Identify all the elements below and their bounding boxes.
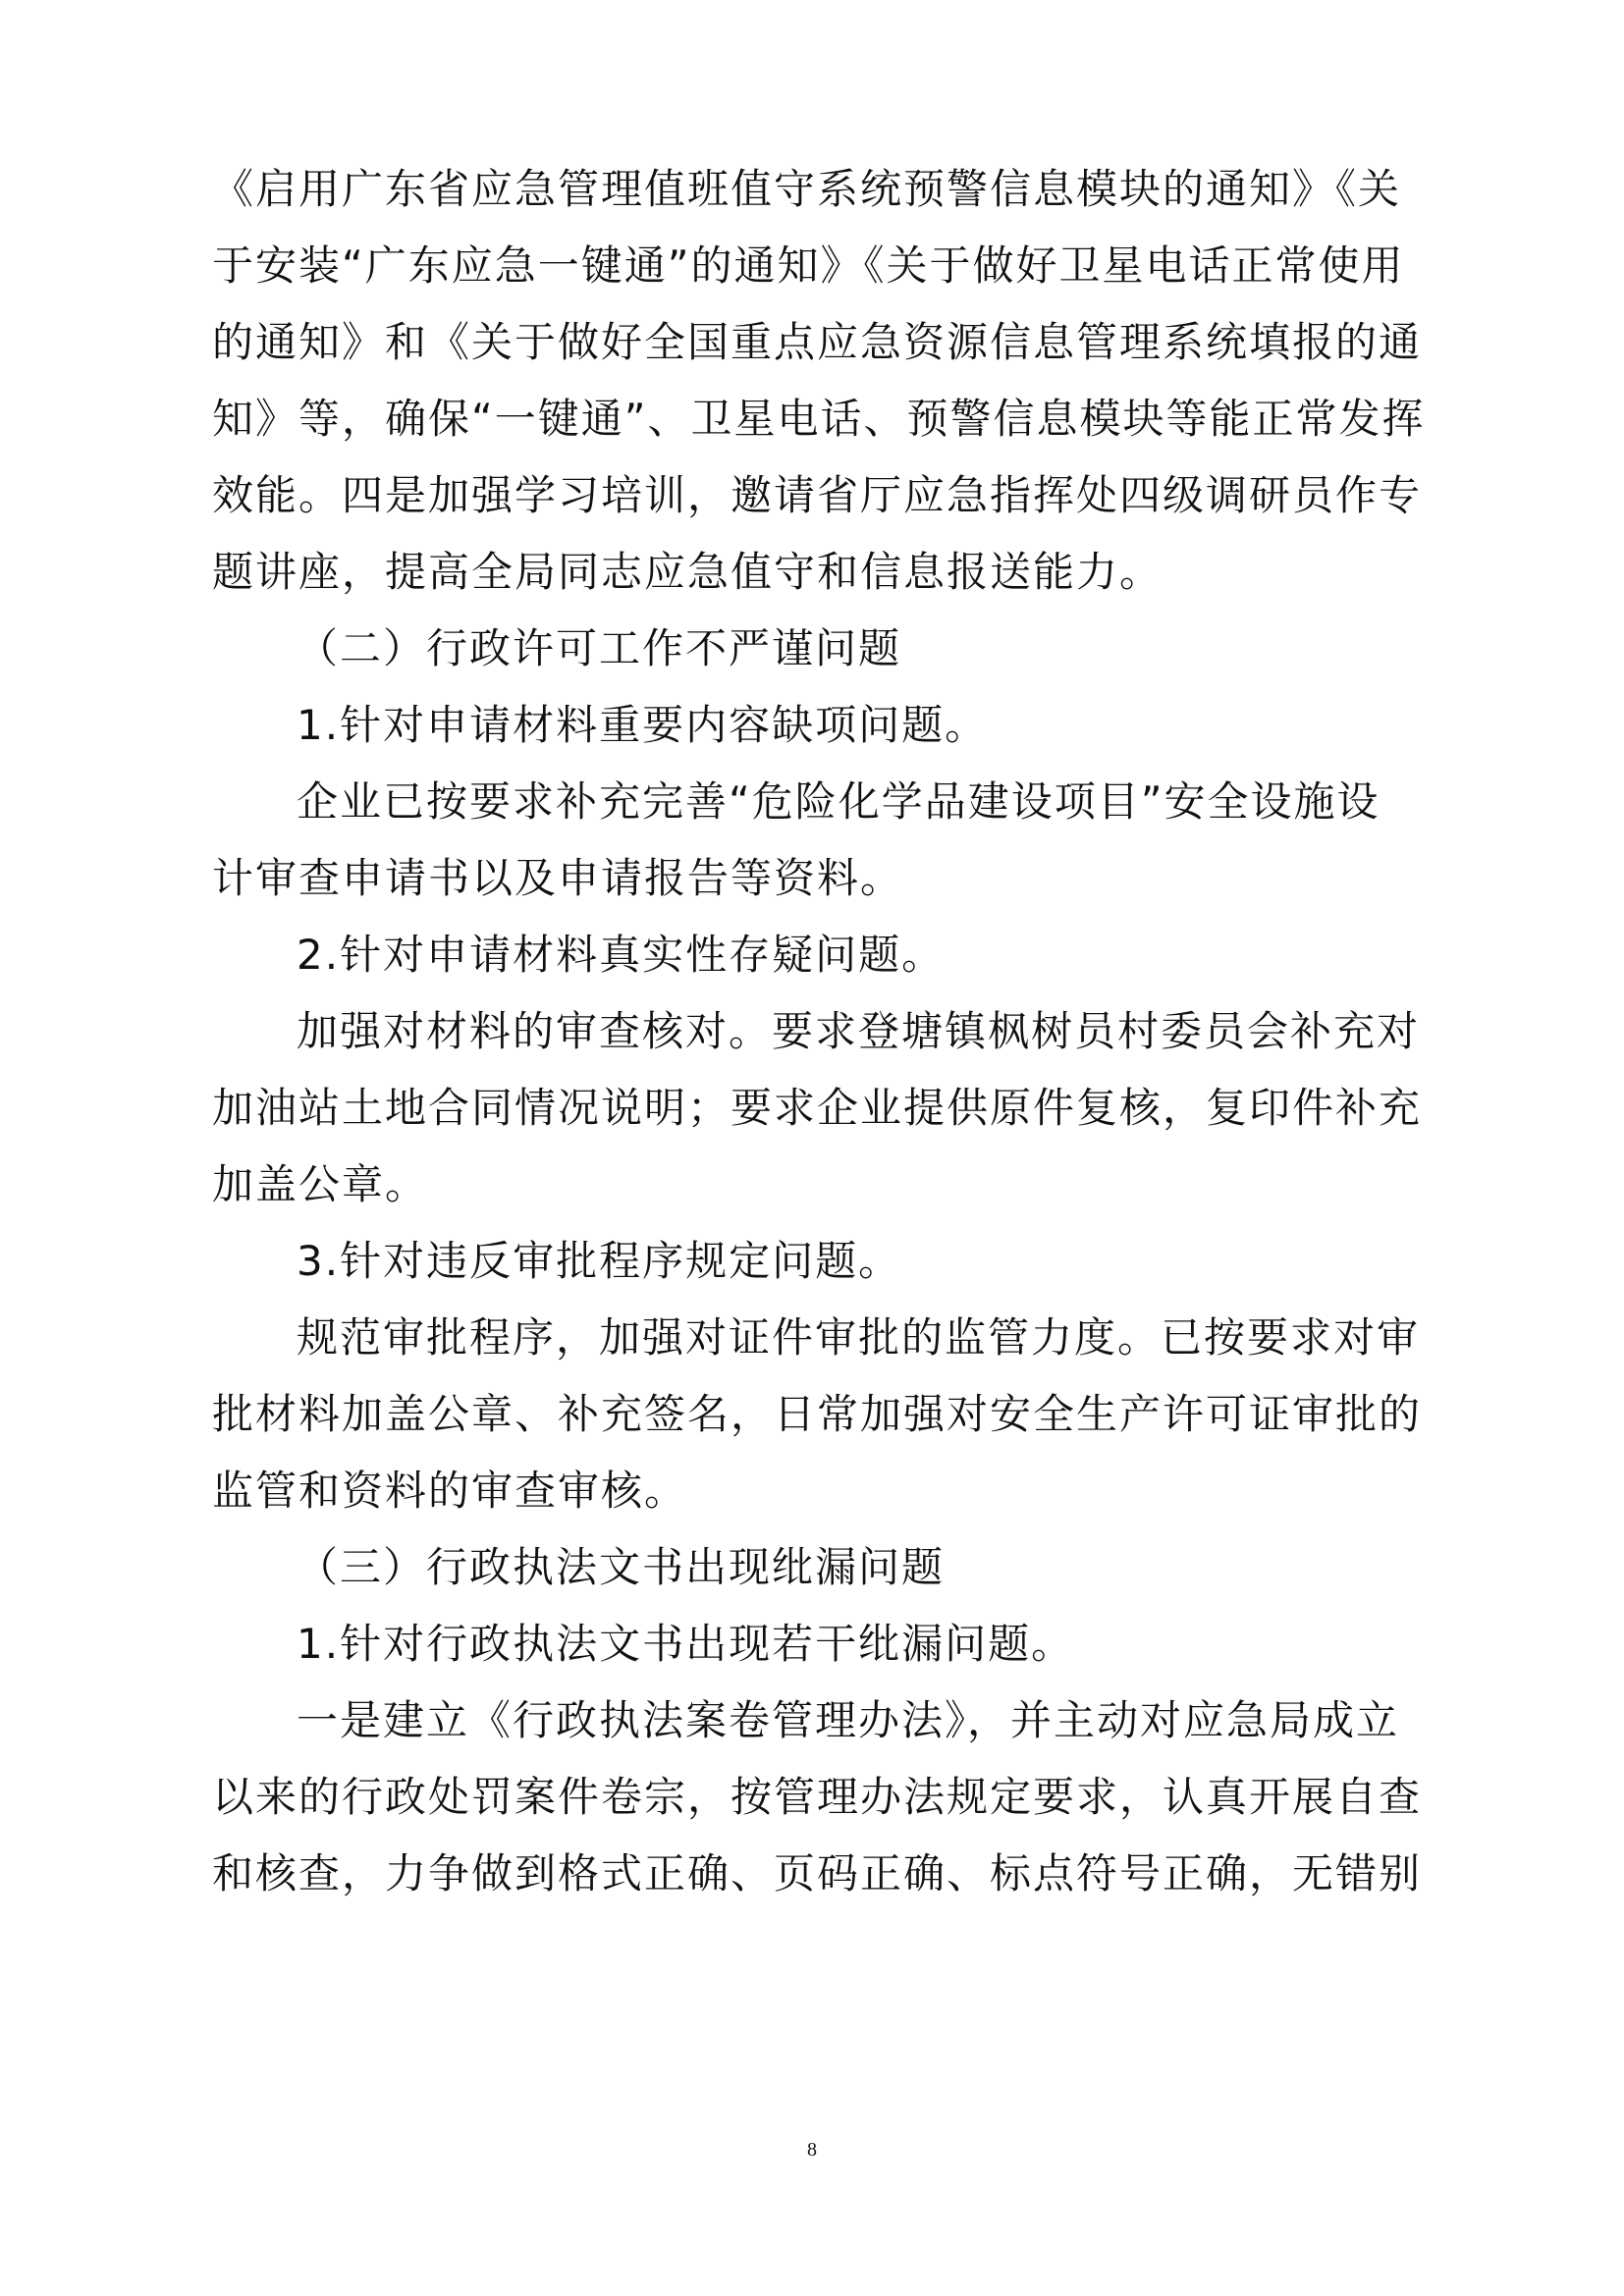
text-line: 和核查，力争做到格式正确、页码正确、标点符号正确，无错别 bbox=[212, 1849, 1423, 1897]
text-line: 计审查申请书以及申请报告等资料。 bbox=[212, 854, 904, 902]
text-line: 题讲座，提高全局同志应急值守和信息报送能力。 bbox=[212, 548, 1164, 596]
text-line: 企业已按要求补充完善“危险化学品建设项目”安全设施设 bbox=[297, 777, 1380, 826]
section-heading: （二）行政许可工作不严谨问题 bbox=[297, 624, 902, 672]
page-number: 8 bbox=[807, 2139, 817, 2161]
text-line: 以来的行政处罚案件卷宗，按管理办法规定要求，认真开展自查 bbox=[212, 1773, 1423, 1821]
text-line: 于安装“广东应急一键通”的通知》《关于做好卫星电话正常使用 bbox=[212, 241, 1405, 290]
text-line: 加强对材料的审查核对。要求登塘镇枫树员村委员会补充对 bbox=[297, 1007, 1421, 1055]
text-line: 知》等，确保“一键通”、卫星电话、预警信息模块等能正常发挥 bbox=[212, 395, 1426, 443]
subheading: 3.针对违反审批程序规定问题。 bbox=[297, 1237, 902, 1285]
section-heading: （三）行政执法文书出现纰漏问题 bbox=[297, 1543, 946, 1591]
text-line: 加油站土地合同情况说明；要求企业提供原件复核，复印件补充 bbox=[212, 1084, 1423, 1132]
text-line: 批材料加盖公章、补充签名，日常加强对安全生产许可证审批的 bbox=[212, 1390, 1423, 1438]
subheading: 1.针对行政执法文书出现若干纰漏问题。 bbox=[297, 1620, 1075, 1668]
text-line: 规范审批程序，加强对证件审批的监管力度。已按要求对审 bbox=[297, 1313, 1421, 1362]
text-line: 效能。四是加强学习培训，邀请省厅应急指挥处四级调研员作专 bbox=[212, 471, 1423, 519]
text-line: 加盖公章。 bbox=[212, 1160, 429, 1208]
text-line: 一是建立《行政执法案卷管理办法》，并主动对应急局成立 bbox=[297, 1696, 1400, 1744]
text-line: 监管和资料的审查审核。 bbox=[212, 1467, 688, 1515]
subheading: 2.针对申请材料真实性存疑问题。 bbox=[297, 931, 946, 979]
text-line: 《启用广东省应急管理值班值守系统预警信息模块的通知》《关 bbox=[212, 165, 1402, 213]
text-line: 的通知》和《关于做好全国重点应急资源信息管理系统填报的通 bbox=[212, 318, 1423, 366]
subheading: 1.针对申请材料重要内容缺项问题。 bbox=[297, 701, 989, 749]
